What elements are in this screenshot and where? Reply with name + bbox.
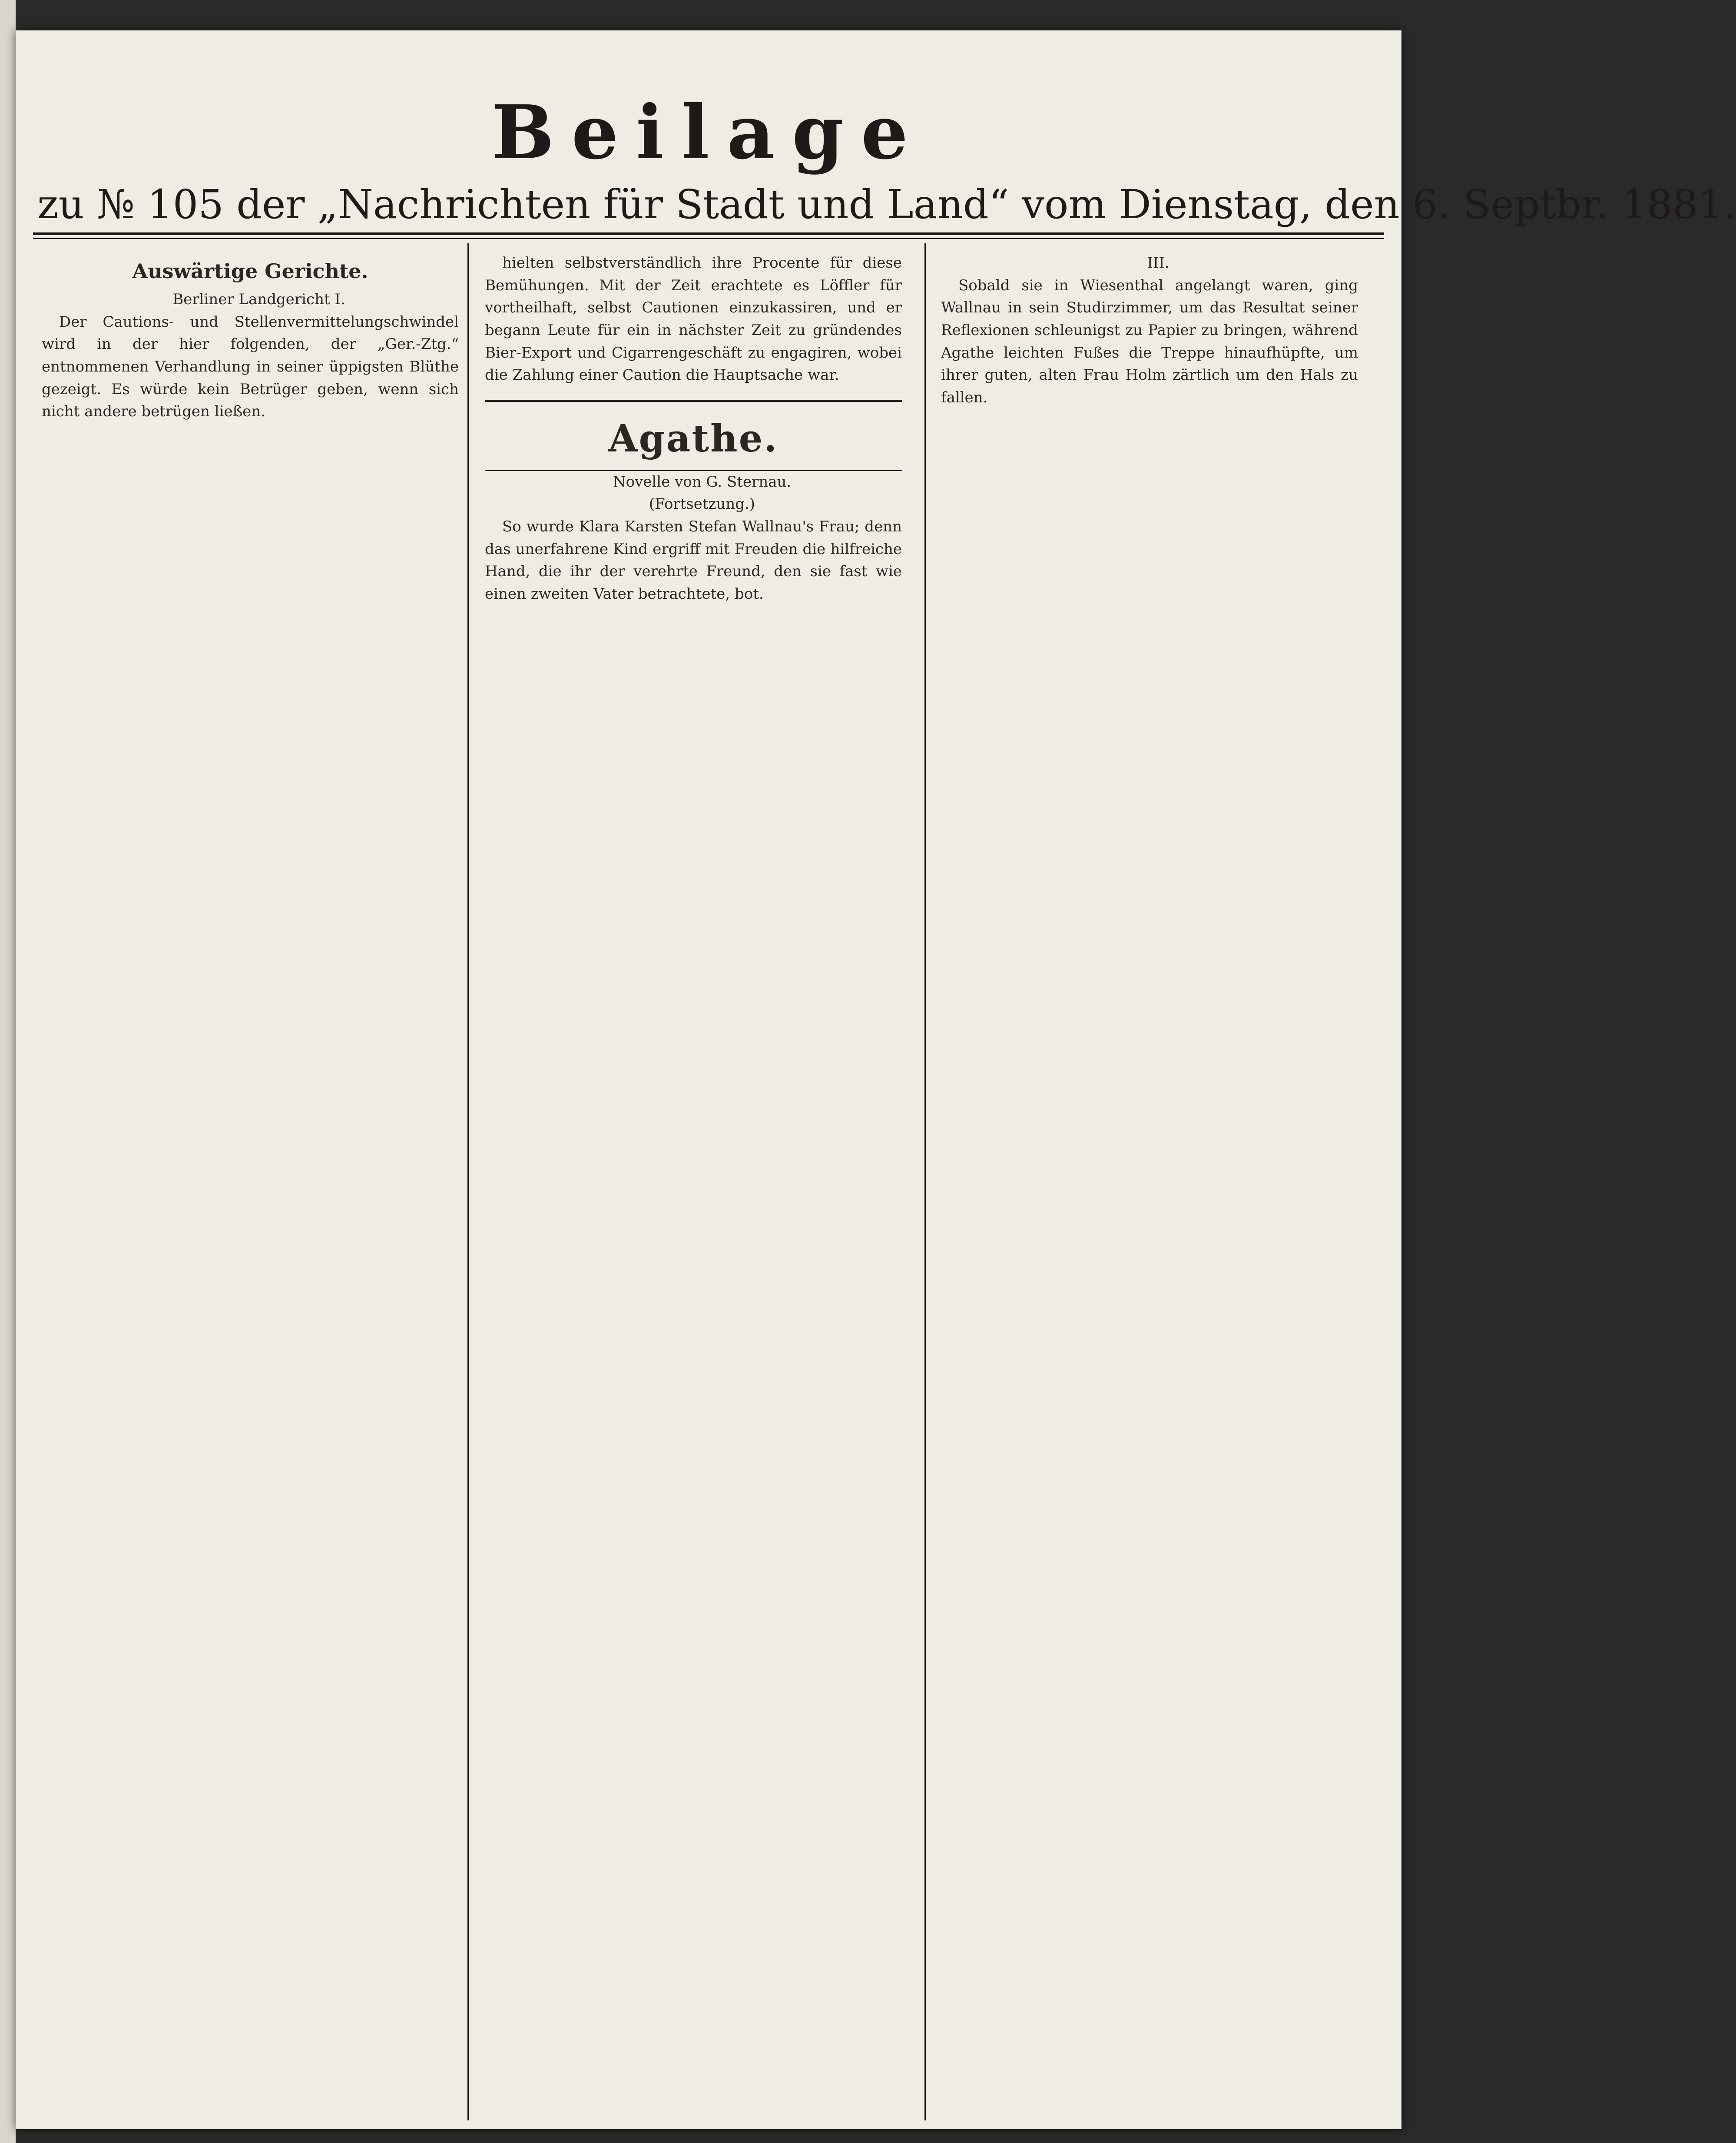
header-rule-thick [33,232,1384,235]
chapter-number: III. [1147,254,1169,272]
scan-edge [0,0,16,2143]
article-text-continued: hielten selbstverständlich ihre Procente für diese Bemühungen. Mit der Zeit erachtete es Löffler für vortheilhaft, selbst Cautionen einzukassiren, und er begann Leute für ein in nächster Zeit zu gründendes Bier-Export und Cigarrengeschäft zu engagiren, wobei die Zahlung einer Caution die Hauptsache war. [485,254,902,384]
header-rule-thin [33,238,1384,239]
section-heading: Auswärtige Gerichte. [132,259,368,283]
novel-continuation: (Fortsetzung.) [649,495,755,513]
section-subheading: Berliner Landgericht I. [172,290,345,308]
column-2 [485,252,902,606]
newspaper-page [16,30,1736,2129]
novel-title: Agathe. [608,417,779,461]
novel-author: Novelle von G. Sternau. [613,473,792,491]
column-divider-1 [467,243,469,2120]
novel-text: So wurde Klara Karsten Stefan Wallnau's Frau; denn das unerfahrene Kind ergriff mit Freuden die hilfreiche Hand, die ihr der verehrte Freund, den sie fast wie einen zweiten Vater betrachtete, bot. [485,518,902,603]
page-subtitle: zu № 105 der „Nachrichten für Stadt und Land“ vom Dienstag, den 6. Septbr. 1881. [37,181,1736,228]
column-3 [941,252,1358,409]
column-1 [42,252,459,423]
feuilleton-rule [485,400,902,402]
page-title: Beilage [491,89,926,176]
masthead [37,89,1736,228]
column-divider-2 [924,243,926,2120]
novel-text-continued: Sobald sie in Wiesenthal angelangt waren, ging Wallnau in sein Studirzimmer, um das Resultat seiner Reflexionen schleunigst zu Papier zu bringen, während Agathe leichten Fußes die Treppe hinaufhüpfte, um ihrer guten, alten Frau Holm zärtlich um den Hals zu fallen. [941,276,1358,407]
article-text: Der Cautions- und Stellenvermittelungschwindel wird in der hier folgenden, der „Ger.-Ztg.“ entnommenen Verhandlung in seiner üppigsten Blüthe gezeigt. Es würde kein Betrüger geben, wenn sich nicht andere betrügen ließen. [42,313,459,421]
